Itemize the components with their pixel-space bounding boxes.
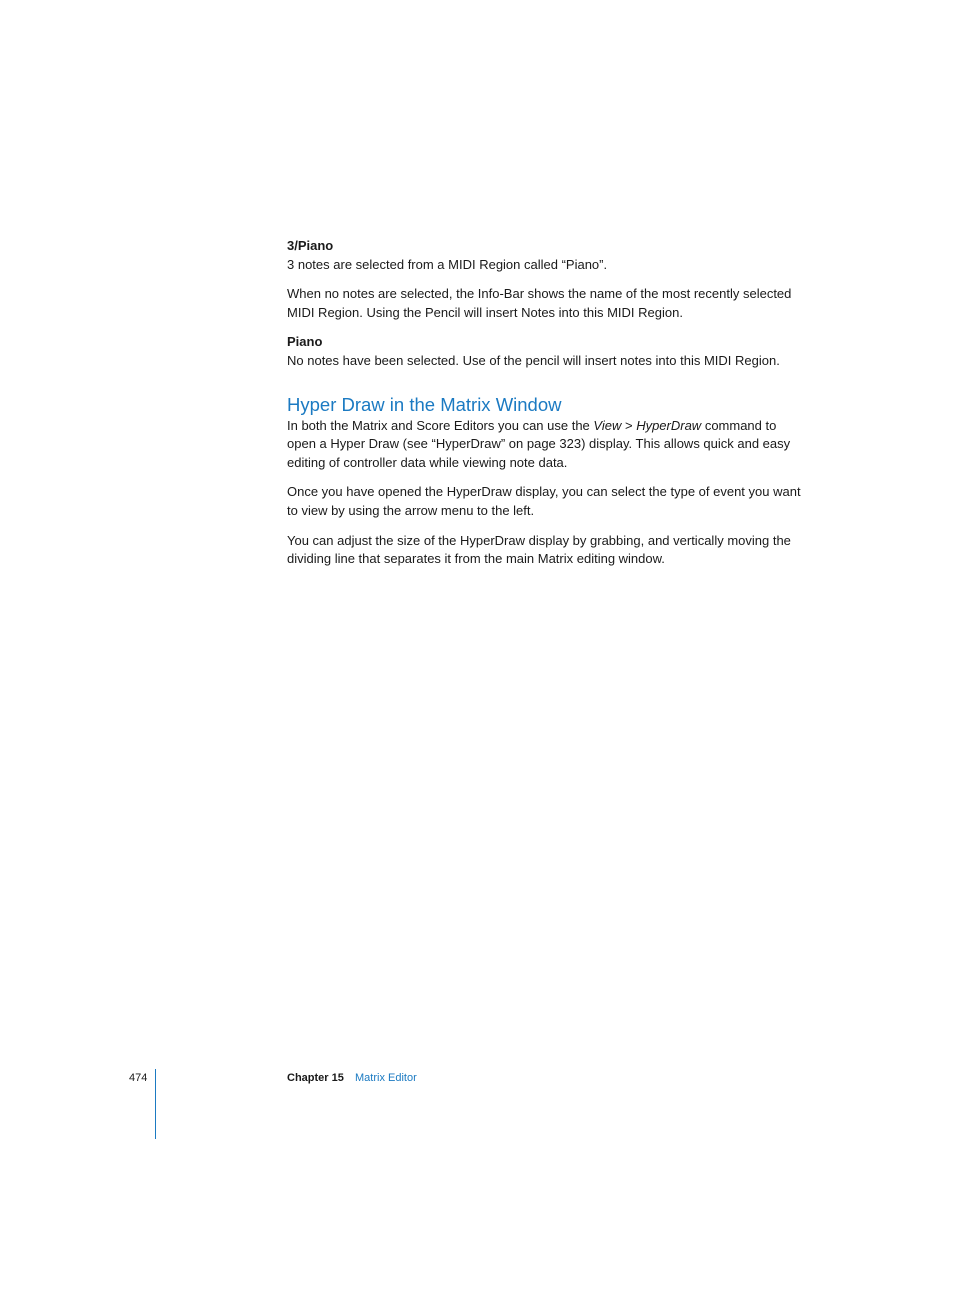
paragraph-event-type: Once you have opened the HyperDraw display, you can select the type of event you want to view by using the arrow menu to the left. bbox=[287, 484, 801, 518]
chapter-label: Chapter 15 bbox=[287, 1072, 344, 1084]
term-piano: Piano bbox=[287, 334, 323, 350]
menu-view: View bbox=[593, 417, 622, 433]
paragraph-hyperdraw-intro-text-end: command to open a Hyper Draw (see “HyperDraw” on page 323) display. This allows quick and easy editing of controller data while viewing note data. bbox=[287, 417, 791, 470]
term-3-piano: 3/Piano bbox=[287, 238, 334, 253]
page-number: 474 bbox=[129, 1072, 148, 1084]
chapter-title: Matrix Editor bbox=[355, 1072, 417, 1084]
page-content bbox=[287, 237, 807, 580]
section-title: Hyper Draw in the Matrix Window bbox=[287, 393, 562, 415]
footer-divider bbox=[155, 1069, 156, 1139]
paragraph-hyperdraw-intro bbox=[287, 417, 807, 473]
menu-separator: > bbox=[621, 417, 637, 433]
paragraph-resize: You can adjust the size of the HyperDraw display by grabbing, and vertically moving the dividing line that separates it from the main Matrix editing window. bbox=[287, 532, 791, 567]
term-3-piano-description: 3 notes are selected from a MIDI Region called “Piano”. bbox=[287, 256, 608, 272]
paragraph-hyperdraw-intro-text-start: In both the Matrix and Score Editors you can use the bbox=[287, 417, 594, 433]
paragraph-info-bar: When no notes are selected, the Info-Bar shows the name of the most recently selected MIDI Region. Using the Pencil will insert Notes into this MIDI Region. bbox=[287, 286, 792, 320]
term-piano-description: No notes have been selected. Use of the pencil will insert notes into this MIDI Region. bbox=[287, 352, 780, 368]
menu-item-hyperdraw: HyperDraw bbox=[636, 417, 702, 433]
